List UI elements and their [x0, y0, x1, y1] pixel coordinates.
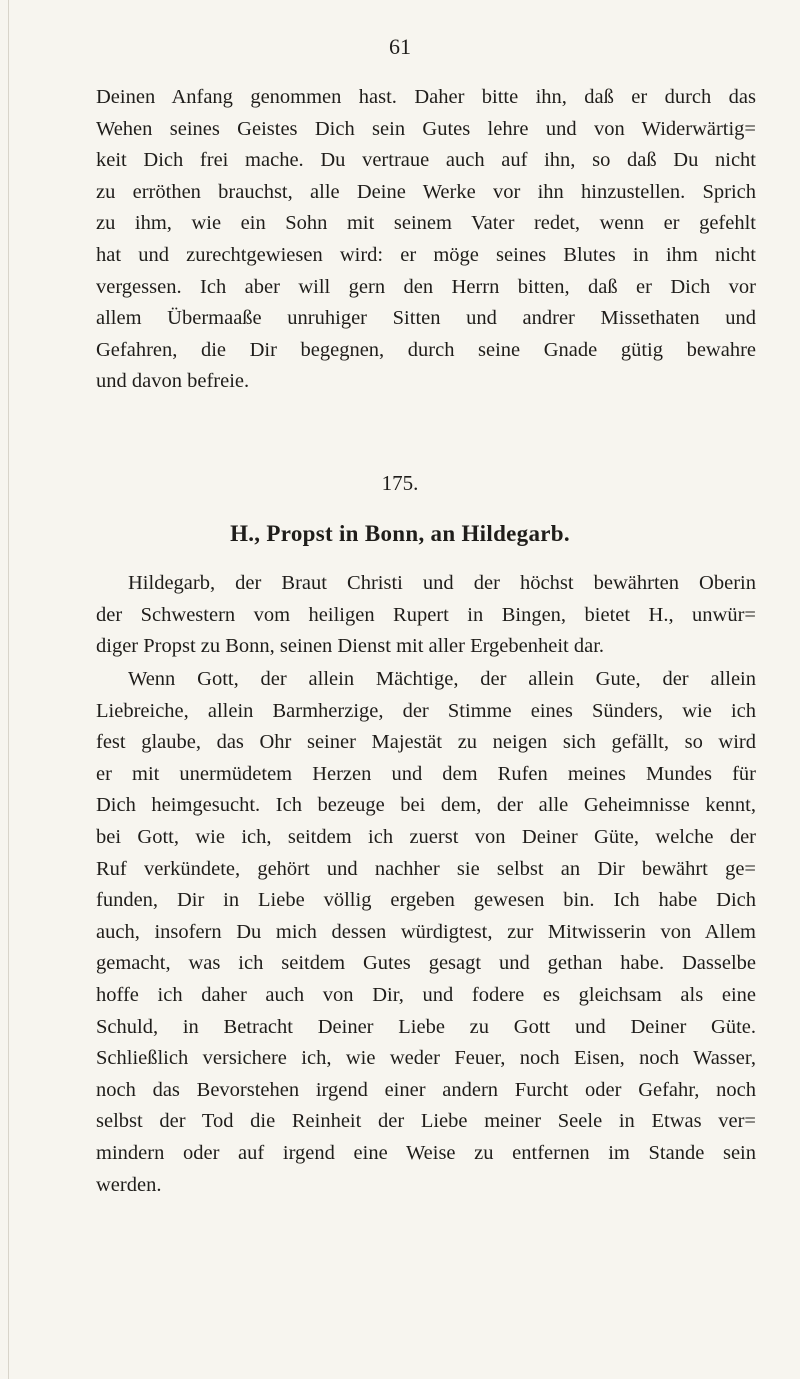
text-line: Ruf verkündete, gehört und nachher sie selbst an Dir bewährt ge=: [96, 857, 756, 880]
page-number: 61: [389, 34, 411, 59]
text-line: er mit unermüdetem Herzen und dem Rufen meines Mundes für: [96, 762, 756, 785]
text-line: Schließlich versichere ich, wie weder Feuer, noch Eisen, noch Wasser,: [96, 1047, 756, 1070]
text-line: Wenn Gott, der allein Mächtige, der allein Gute, der allein: [128, 668, 756, 690]
text-line: allem Übermaaße unruhiger Sitten und andrer Missethaten und: [96, 307, 756, 330]
text-line: bei Gott, wie ich, seitdem ich zuerst von Deiner Güte, welche der: [96, 825, 756, 848]
text-line: Dich heimgesucht. Ich bezeuge bei dem, der alle Geheimnisse kennt,: [96, 794, 756, 817]
page-edge-rule: [8, 0, 9, 1379]
letter-heading: H., Propst in Bonn, an Hildegarb.: [230, 521, 570, 546]
text-line: werden.: [96, 1173, 162, 1196]
text-line: mindern oder auf irgend eine Weise zu entfernen im Stande sein: [96, 1141, 756, 1164]
text-line: keit Dich frei mache. Du vertraue auch auf ihn, so daß Du nicht: [96, 149, 756, 172]
letter-body-paragraph: [96, 664, 756, 1201]
text-line: noch das Bevorstehen irgend einer andern Furcht oder Gefahr, noch: [96, 1078, 756, 1101]
letter-number: 175.: [381, 471, 419, 495]
text-line: funden, Dir in Liebe völlig ergeben gewesen bin. Ich habe Dich: [96, 889, 756, 912]
intro-paragraph: [96, 82, 756, 398]
text-line: vergessen. Ich aber will gern den Herrn bitten, daß er Dich vor: [96, 275, 756, 298]
text-line: zu erröthen brauchst, alle Deine Werke vor ihn hinzustellen. Sprich: [96, 180, 756, 203]
text-line: Hildegarb, der Braut Christi und der höchst bewährten Oberin: [128, 572, 756, 594]
text-line: und davon befreie.: [96, 370, 250, 393]
text-line: selbst der Tod die Reinheit der Liebe meiner Seele in Etwas ver=: [96, 1110, 756, 1133]
text-line: Gefahren, die Dir begegnen, durch seine Gnade gütig bewahre: [96, 338, 756, 361]
letter-salutation-paragraph: [96, 568, 756, 663]
text-line: Liebreiche, allein Barmherzige, der Stimme eines Sünders, wie ich: [96, 699, 756, 722]
text-line: hoffe ich daher auch von Dir, und fodere es gleichsam als eine: [96, 983, 756, 1006]
text-line: Schuld, in Betracht Deiner Liebe zu Gott und Deiner Güte.: [96, 1015, 756, 1038]
text-line: auch, insofern Du mich dessen würdigtest, zur Mitwisserin von Allem: [96, 920, 756, 943]
text-line: der Schwestern vom heiligen Rupert in Bingen, bietet H., unwür=: [96, 603, 756, 626]
text-line: gemacht, was ich seitdem Gutes gesagt und gethan habe. Dasselbe: [96, 952, 756, 975]
text-line: hat und zurechtgewiesen wird: er möge seines Blutes in ihm nicht: [96, 243, 756, 266]
text-line: diger Propst zu Bonn, seinen Dienst mit aller Ergebenheit dar.: [96, 635, 605, 658]
text-line: Deinen Anfang genommen hast. Daher bitte ihn, daß er durch das: [96, 86, 756, 108]
text-line: fest glaube, das Ohr seiner Majestät zu neigen sich gefällt, so wird: [96, 731, 756, 754]
text-line: zu ihm, wie ein Sohn mit seinem Vater redet, wenn er gefehlt: [96, 212, 756, 235]
text-line: Wehen seines Geistes Dich sein Gutes lehre und von Widerwärtig=: [96, 117, 756, 140]
